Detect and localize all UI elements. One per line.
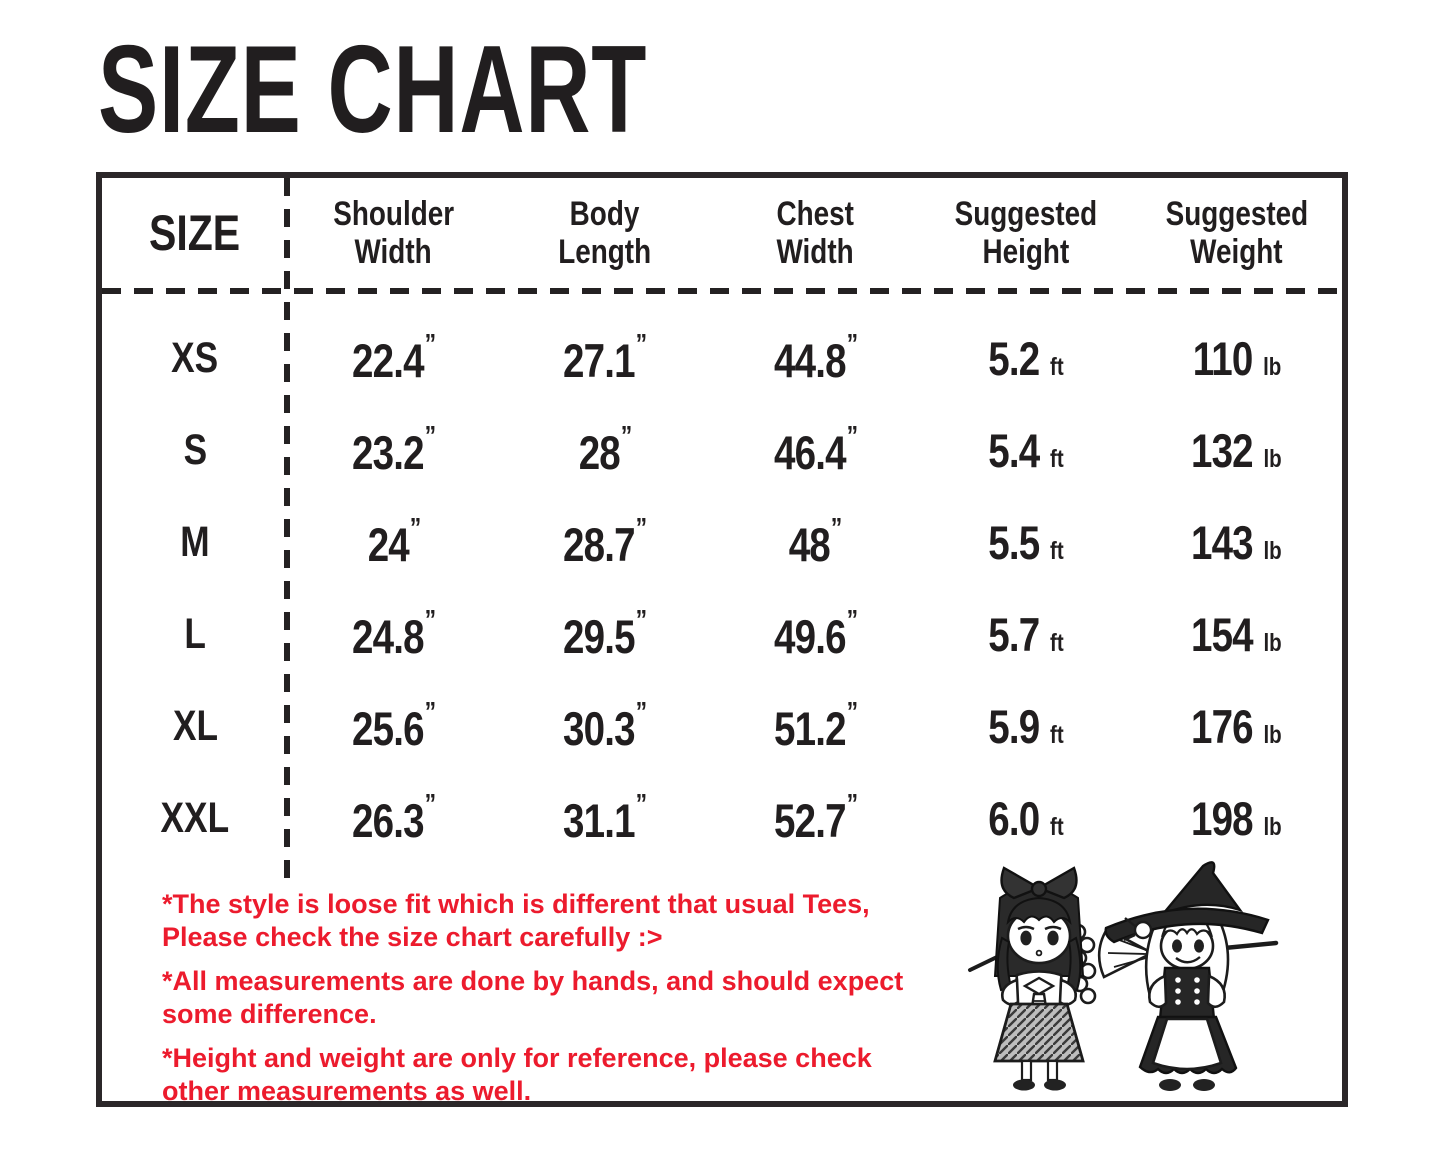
inch-mark: ”: [846, 420, 857, 451]
inch-mark: ”: [620, 420, 631, 451]
suggested-weight-value: 198 lb: [1191, 791, 1282, 845]
character-illustrations: [954, 856, 1290, 1096]
pound-unit: lb: [1263, 444, 1282, 473]
inch-mark: ”: [424, 420, 435, 451]
pound-unit: lb: [1263, 720, 1282, 749]
inch-mark: ”: [635, 512, 646, 543]
shoulder-width-value: 23.2”: [352, 420, 435, 479]
footnote-reference-only: *Height and weight are only for reference, please check other measurements as well.: [162, 1043, 872, 1106]
witch-character-illustration: [1099, 862, 1276, 1091]
chest-width-value: 49.6”: [773, 604, 857, 663]
suggested-height-value: 5.5 ft: [988, 515, 1064, 569]
feet-unit: ft: [1049, 628, 1064, 657]
suggested-height-value: 5.4 ft: [988, 423, 1064, 477]
shoulder-width-value: 26.3”: [352, 788, 435, 847]
pound-unit: lb: [1262, 352, 1281, 381]
size-label: XS: [171, 333, 219, 382]
feet-unit: ft: [1049, 536, 1064, 565]
chest-width-value: 51.2”: [773, 696, 857, 755]
inch-mark: ”: [846, 696, 857, 727]
feet-unit: ft: [1049, 444, 1064, 473]
chest-width-value: 52.7”: [773, 788, 857, 847]
suggested-weight-value: 143 lb: [1191, 515, 1282, 569]
column-header-shoulder-width: Shoulder Width: [332, 194, 454, 271]
size-label: XL: [172, 701, 218, 750]
column-header-body-length: Body Length: [557, 194, 651, 271]
column-header-chest-width: Chest Width: [776, 194, 854, 271]
inch-mark: ”: [424, 604, 435, 635]
body-length-value: 29.5”: [562, 604, 646, 663]
body-length-value: 27.1”: [562, 328, 646, 387]
chest-width-value: 48”: [789, 512, 841, 571]
shoulder-width-value: 24”: [367, 512, 420, 571]
suggested-weight-value: 132 lb: [1191, 423, 1282, 477]
inch-mark: ”: [635, 788, 646, 819]
shoulder-width-value: 24.8”: [352, 604, 435, 663]
shrine-maiden-character-illustration: [970, 868, 1095, 1091]
body-length-value: 30.3”: [562, 696, 646, 755]
feet-unit: ft: [1049, 352, 1064, 381]
shoulder-width-value: 25.6”: [352, 696, 435, 755]
pound-unit: lb: [1263, 812, 1282, 841]
suggested-height-value: 5.7 ft: [988, 607, 1064, 661]
size-label: L: [184, 609, 206, 658]
inch-mark: ”: [635, 604, 646, 635]
suggested-height-value: 6.0 ft: [988, 791, 1064, 845]
column-header-suggested-height: Suggested Height: [954, 194, 1098, 271]
inch-mark: ”: [635, 328, 646, 359]
size-label: S: [183, 425, 207, 474]
inch-mark: ”: [831, 512, 841, 543]
shoulder-width-value: 22.4”: [352, 328, 435, 387]
inch-mark: ”: [424, 696, 435, 727]
suggested-height-value: 5.9 ft: [988, 699, 1064, 753]
inch-mark: ”: [424, 788, 435, 819]
footnotes: [162, 888, 903, 1119]
inch-mark: ”: [424, 328, 435, 359]
column-header-size: SIZE: [149, 205, 241, 261]
chest-width-value: 46.4”: [773, 420, 857, 479]
inch-mark: ”: [846, 604, 857, 635]
body-length-value: 28”: [578, 420, 631, 479]
footnote-hand-measured: *All measurements are done by hands, and should expect some difference.: [162, 966, 904, 1029]
suggested-weight-value: 176 lb: [1191, 699, 1282, 753]
body-length-value: 31.1”: [562, 788, 646, 847]
pound-unit: lb: [1263, 536, 1282, 565]
horizontal-dashed-divider: [102, 288, 1342, 294]
chest-width-value: 44.8”: [773, 328, 857, 387]
size-chart-table: [96, 172, 1348, 1107]
suggested-height-value: 5.2 ft: [988, 331, 1064, 385]
suggested-weight-value: 110 lb: [1192, 331, 1281, 385]
suggested-weight-value: 154 lb: [1191, 607, 1282, 661]
chibi-characters-drawing: [954, 856, 1290, 1096]
inch-mark: ”: [846, 788, 857, 819]
size-label: XXL: [160, 793, 230, 842]
vertical-dashed-divider: [284, 178, 290, 880]
feet-unit: ft: [1049, 720, 1064, 749]
column-header-suggested-weight: Suggested Weight: [1165, 194, 1308, 271]
pound-unit: lb: [1263, 628, 1282, 657]
inch-mark: ”: [635, 696, 646, 727]
size-label: M: [180, 517, 210, 566]
footnote-loose-fit: *The style is loose fit which is different that usual Tees, Please check the size chart carefully :>: [162, 889, 870, 952]
page-title: SIZE CHART: [98, 20, 648, 159]
inch-mark: ”: [409, 512, 420, 543]
feet-unit: ft: [1049, 812, 1064, 841]
body-length-value: 28.7”: [562, 512, 646, 571]
inch-mark: ”: [846, 328, 857, 359]
